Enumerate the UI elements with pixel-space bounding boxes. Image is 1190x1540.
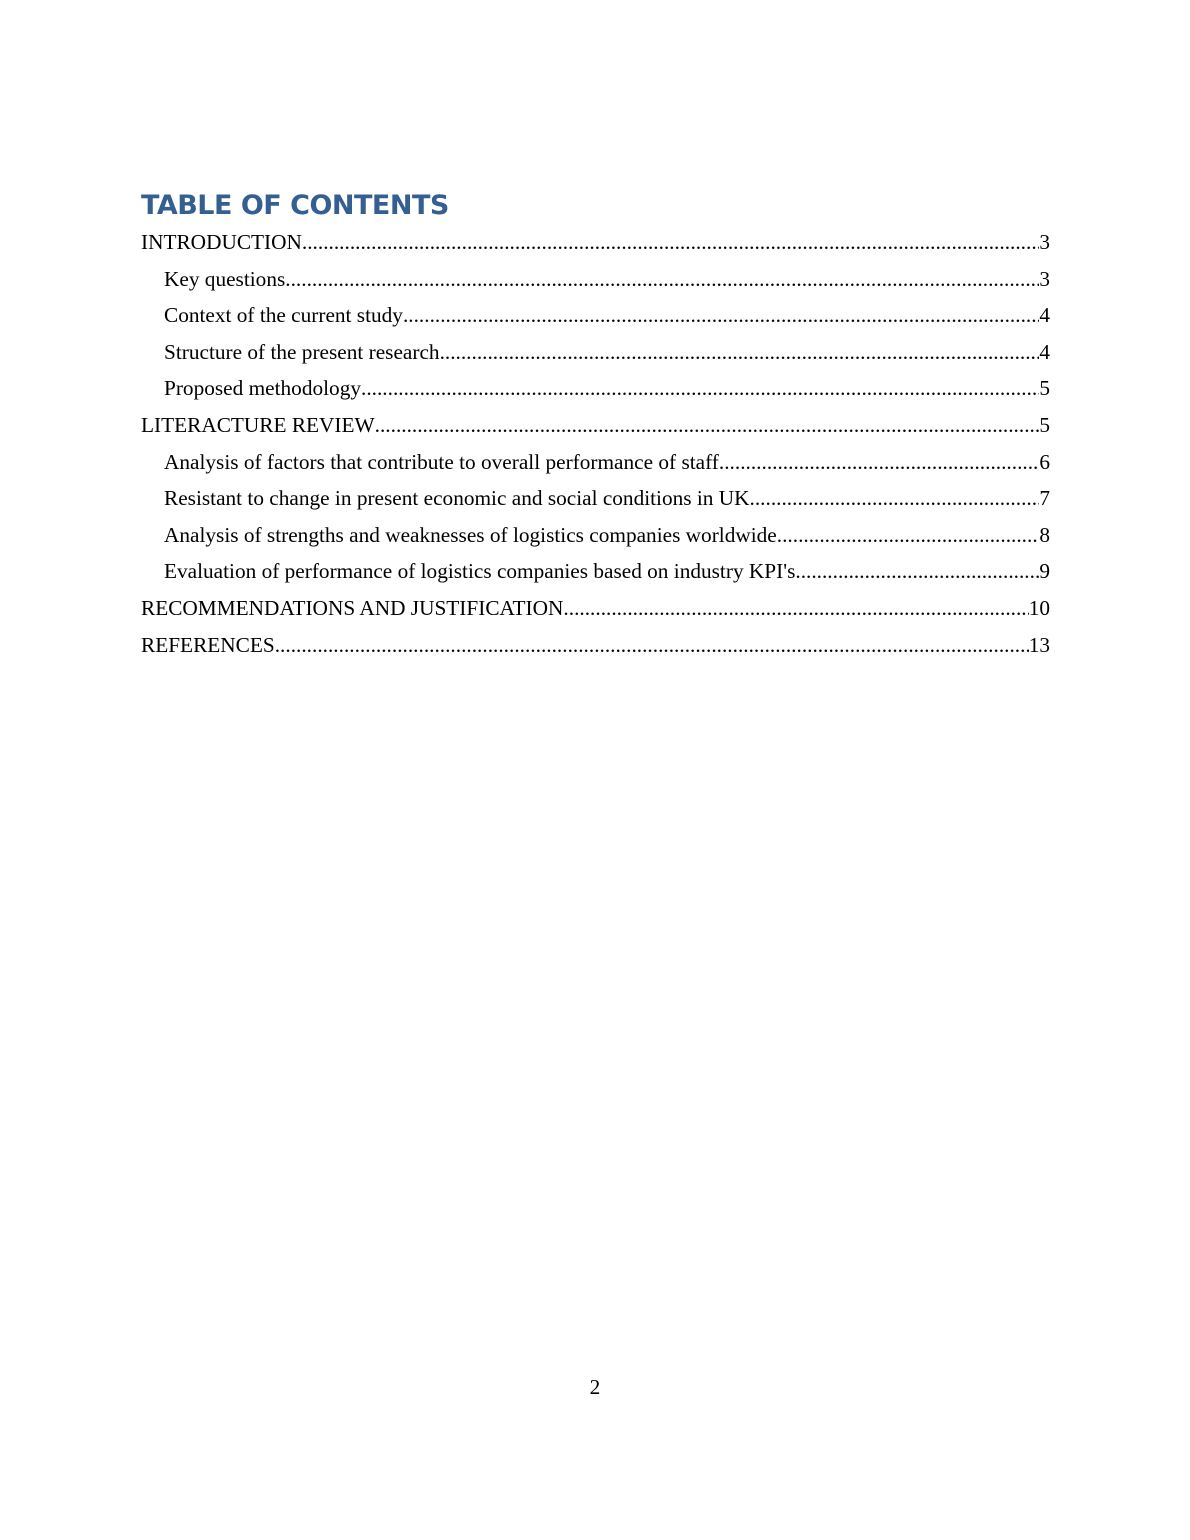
toc-entry-text: INTRODUCTION bbox=[141, 230, 302, 254]
toc-dot-leader bbox=[563, 590, 1028, 627]
toc-entry-text: Context of the current study bbox=[164, 303, 403, 328]
toc-dot-leader bbox=[361, 370, 1039, 407]
toc-entry-page: 8 bbox=[1039, 522, 1050, 547]
toc-entry-text: Evaluation of performance of logistics companies based on industry KPI's. bbox=[164, 559, 801, 584]
toc-entry-strengths-weaknesses[interactable] bbox=[141, 517, 1050, 554]
toc-entry-text: REFERENCES bbox=[141, 632, 275, 657]
toc-entry-page: 5 bbox=[1039, 412, 1050, 437]
toc-dot-leader bbox=[719, 444, 1039, 481]
toc-entry-references[interactable] bbox=[141, 627, 1050, 664]
toc-entry-page: 10 bbox=[1028, 595, 1050, 620]
toc-entry-key-questions[interactable] bbox=[141, 261, 1050, 298]
toc-entry-text: Resistant to change in present economic and social conditions in UK bbox=[164, 486, 750, 511]
toc-entry-introduction[interactable] bbox=[141, 224, 1050, 261]
toc-entry-text: Proposed methodology bbox=[164, 376, 361, 401]
toc-entry-page: 13 bbox=[1028, 632, 1050, 657]
toc-entry-text: LITERACTURE REVIEW bbox=[141, 412, 375, 437]
toc-entry-page: 6 bbox=[1039, 449, 1050, 474]
toc-entry-structure-of-research[interactable] bbox=[141, 334, 1050, 371]
toc-entry-page: 3 bbox=[1039, 230, 1050, 254]
toc-entry-text: Structure of the present research bbox=[164, 339, 440, 364]
toc-entry-context-of-study[interactable] bbox=[141, 297, 1050, 334]
toc-dot-leader bbox=[801, 553, 1040, 590]
toc-entry-page: 7 bbox=[1039, 486, 1050, 511]
toc-dot-leader bbox=[440, 334, 1040, 371]
toc-dot-leader bbox=[375, 407, 1040, 444]
toc-list bbox=[141, 224, 1050, 663]
toc-entry-page: 3 bbox=[1039, 266, 1050, 291]
toc-entry-recommendations[interactable] bbox=[141, 590, 1050, 627]
toc-title: TABLE OF CONTENTS bbox=[141, 190, 449, 221]
toc-dot-leader bbox=[750, 480, 1040, 517]
toc-dot-leader bbox=[777, 517, 1040, 554]
toc-entry-text: Analysis of factors that contribute to overall performance of staff bbox=[164, 449, 719, 474]
toc-entry-evaluation-of-performance[interactable] bbox=[141, 553, 1050, 590]
toc-dot-leader bbox=[275, 627, 1029, 664]
toc-entry-page: 4 bbox=[1039, 339, 1050, 364]
toc-dot-leader bbox=[302, 224, 1039, 261]
toc-entry-text: RECOMMENDATIONS AND JUSTIFICATION bbox=[141, 595, 564, 620]
toc-entry-page: 5 bbox=[1039, 376, 1050, 401]
toc-entry-proposed-methodology[interactable] bbox=[141, 370, 1050, 407]
toc-entry-analysis-of-factors[interactable] bbox=[141, 444, 1050, 481]
toc-entry-page: 4 bbox=[1039, 303, 1050, 328]
toc-dot-leader bbox=[403, 297, 1039, 334]
toc-entry-literature-review[interactable] bbox=[141, 407, 1050, 444]
toc-entry-text: Key questions bbox=[164, 266, 286, 291]
toc-entry-text: Analysis of strengths and weaknesses of logistics companies worldwide bbox=[164, 522, 777, 547]
toc-dot-leader bbox=[285, 261, 1039, 298]
page-number: 2 bbox=[589, 1375, 601, 1399]
toc-entry-resistant-to-change[interactable] bbox=[141, 480, 1050, 517]
toc-entry-page: 9 bbox=[1039, 559, 1050, 584]
